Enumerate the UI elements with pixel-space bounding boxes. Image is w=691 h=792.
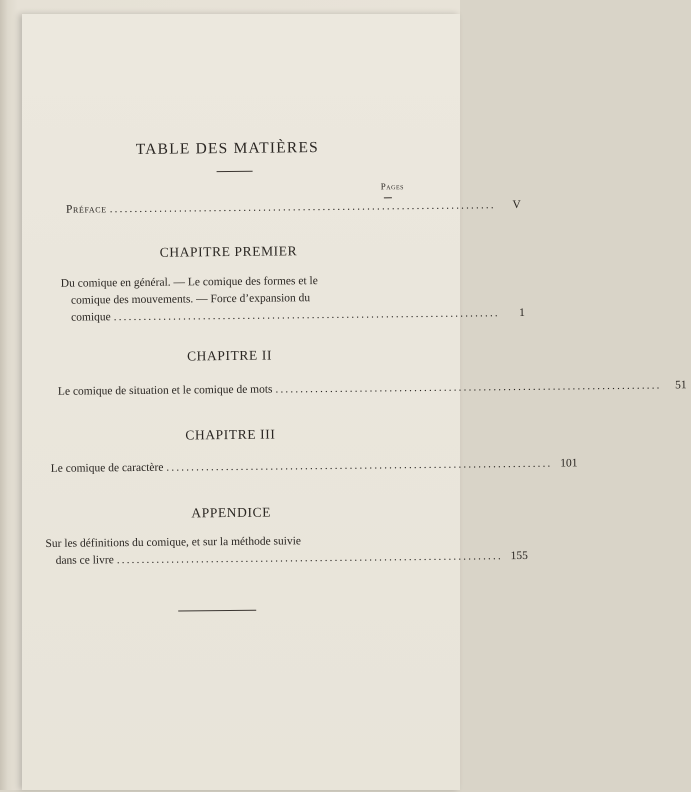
entry-line: comique des mouvements. — Force d’expansion du: [70, 292, 311, 307]
end-rule: [178, 610, 256, 612]
page-number: 101: [560, 457, 578, 470]
chapter-heading-1: CHAPITRE PREMIER: [159, 243, 298, 260]
entry-title: Le comique de situation et le comique de mots: [57, 383, 273, 398]
entry-title: Préface: [65, 203, 107, 216]
toc-entry-preface: [65, 198, 521, 219]
entry-title: dans ce livre: [55, 554, 114, 567]
pages-label: Pages: [380, 181, 405, 192]
chapter-heading-2: CHAPITRE II: [186, 347, 273, 364]
dot-leader: ..............................................................................: [275, 379, 662, 396]
dot-leader: ..............................................................................: [166, 457, 553, 474]
dot-leader: ..............................................................................: [113, 307, 500, 324]
toc-entry-chapter-2: [57, 379, 687, 401]
page-number: 155: [510, 549, 528, 563]
entry-line: Du comique en général. — Le comique des formes et le: [60, 275, 318, 290]
title-underline: [217, 171, 253, 172]
toc-entry-chapter-1: [60, 272, 525, 327]
toc-title: TABLE DES MATIÈRES: [135, 139, 319, 158]
appendix-heading: APPENDICE: [191, 504, 272, 521]
dot-leader: ..............................................................................: [109, 199, 496, 216]
toc-entry-appendix: [45, 532, 528, 570]
entry-title: Le comique de caractère: [50, 461, 164, 475]
chapter-heading-3: CHAPITRE III: [185, 426, 276, 443]
entry-line: Sur les définitions du comique, et sur la méthode suivie: [45, 535, 302, 550]
entry-title: comique: [71, 311, 111, 324]
toc-entry-chapter-3: [50, 457, 578, 478]
page-number: 51: [675, 379, 687, 392]
page-number: 1: [519, 306, 525, 319]
dot-leader: ..............................................................................: [116, 550, 503, 567]
page-number: V: [512, 198, 521, 212]
